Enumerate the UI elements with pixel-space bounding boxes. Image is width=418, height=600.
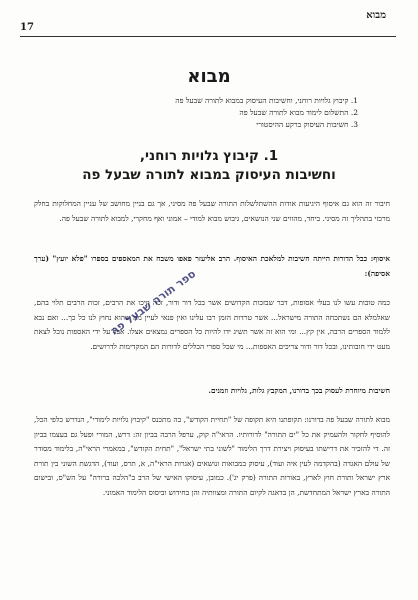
- section-heading-line-2: וחשיבות העיסוק במבוא לתורה שבעל פה: [82, 167, 336, 183]
- paragraph-text: חשיבות מיוחדת לעסוק בכך בדורנו, המקבץ גלות, גלויות וזמנים.: [208, 386, 390, 395]
- toc-item: 1. קיבוץ גלויות רוחני, וחשיבות העיסוק במבוא לתורה שבעל פה: [175, 96, 358, 105]
- paragraph-main: [34, 413, 390, 501]
- chapter-title: מבוא: [187, 66, 231, 87]
- paragraph-subheading: [34, 384, 390, 399]
- toc-item: 3. חשיבות העיסוק ברקע ההיסטורי: [256, 120, 358, 129]
- paragraph-text: איסוף: כבל הדורות הייתה חשיבות למלאכת האיסוף. הרב אליעזר פאפו משבח את המאספים בספרו "פלא יועץ" (ערך אסיפה):: [34, 254, 390, 278]
- section-heading: [0, 147, 418, 185]
- paragraph-text: חיבור זה הוא גם איסוף היגיעות אודות ההשתלשלות התורה שבעל פה מסיני, אך גם בניין מחושב של עניין המחלוקות בחלק מרכזי בתהליך זה מסיני. ביחד, מהווים שני הנושאים, גיבוש מבוא למודי – אמוני ואף מחקרי, למבוא לתורה שבעל פה.: [34, 199, 390, 223]
- toc-item: 2. התשלום לימוד מבוא לתורה שבעל פה: [239, 108, 358, 117]
- page-number: 17: [20, 22, 34, 33]
- paragraph-text: מבוא לתורה שבעל פה בדורנו: תקופתנו היא תקופה של "תחיית הקודש", בה מתכנס "קיבוץ גלויות לימודי", הנדרש כלפי הכל, להוסיף לחקור ולהעמיק את כל "ים התורה" לדורותיו. הראי"ה קוק, ערפל הרבה בביון זה: דרש, המורי ופעל גם בעצמו בביון זה. די להזכיר את דרישתו בעיסוק ויצירת דרך הלימוד "לשוני בתי ישראל", "תחית הקודש", במאמרי הראי"ה, בלימוד מסודר של עולם האגדה (בהקדמה לעין איה ועוד), עיסוק במבואות ונושאים (אגרות הראי"ה, א, תרס, ועוד), הדגשת השוני בין תורת ארץ ישראל ותורת חוץ לארץ, באורות התורה (פרק יג'). כמובן, עיסוקו האישי של הרב ב"הלכה ברורה" על הש"ס, ובישום התורה בארץ ישראל המתחדשת, הן בדאגה לקיום התורה ומצוותיה והן בחידוש וביסוס הלימוד האמוני.: [34, 415, 390, 497]
- paragraph-text: כמה טובות עשו לנו בעלי אסופות, דבר שבזכות הקדושים אשר בכל דור ודור, זכה וזיכו את הרבים, זכות הרבים תלוי בהם, שאלמלא הם נשתכחה התורה מישראל... אשר טרדות הזמן רבו עלינו ואין פנאי לעיין מה שהוא נחוץ לנו כל כך... ואם נבא ללמוד הספרים הרבה, אין קץ... ומי הוא זה אשר תשיג ידו להיות כל הספרים נמצאים אצלו. אבל על ידי האספות נוכל לצאת מעט ידי חובותינו, ובכל דור ודור צריכים האספות... מי שכל ספרי הכללים לדורות הם המקדימות לדרושים.: [34, 298, 390, 351]
- paragraph-quote: [34, 296, 390, 354]
- running-head: מבוא: [366, 10, 386, 21]
- paragraph-collection: [34, 252, 390, 281]
- header-rule: [20, 36, 396, 37]
- section-heading-line-1: 1. קיבוץ גלויות רוחני,: [139, 148, 279, 164]
- chapter-toc: [58, 95, 358, 131]
- library-stamp: ספר תורה שבעל פה: [107, 267, 199, 338]
- paragraph-intro: [34, 197, 390, 226]
